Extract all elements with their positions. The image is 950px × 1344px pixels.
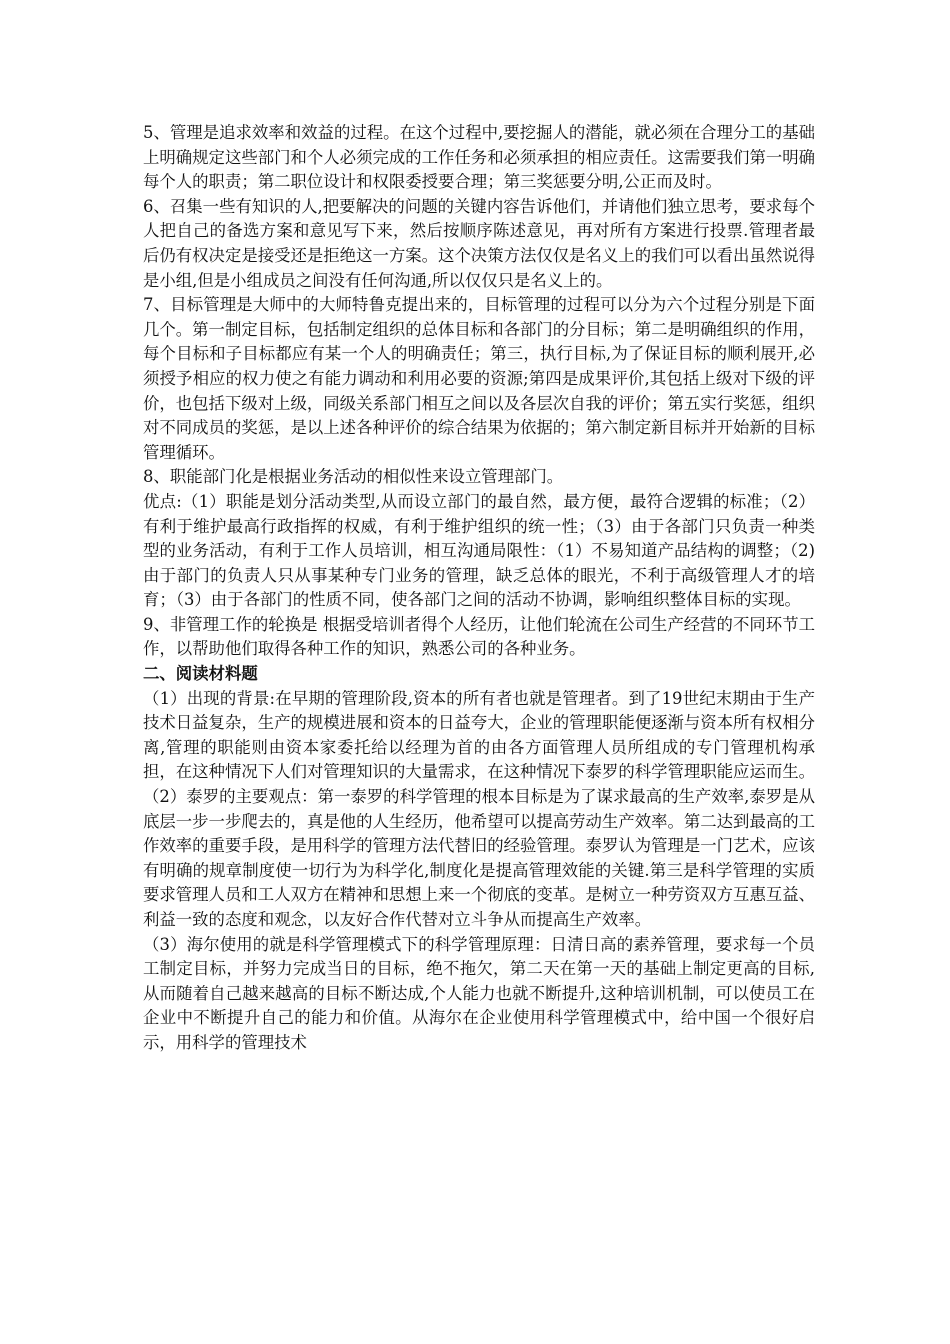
reading-paragraph-2: （2）泰罗的主要观点：第一泰罗的科学管理的根本目标是为了谋求最高的生产效率,泰罗是从底层一步一步爬去的，真是他的人生经历，他希望可以提高劳动生产效率。第二达到最高的工作效率的重要手段，是用科学的管理方法代替旧的经验管理。泰罗认为管理是一门艺术，应该有明确的规章制度使一切行为为科学化,制度化是提高管理效能的关键.第三是科学管理的实质要求管理人员和工人双方在精神和思想上来一个彻底的变革。是树立一种劳资双方互惠互益、利益一致的态度和观念，以友好合作代替对立斗争从而提高生产效率。 [143, 787, 816, 929]
section-heading: 二、阅读材料题 [143, 664, 258, 684]
paragraph-item-5: 5、管理是追求效率和效益的过程。在这个过程中,要挖掘人的潜能，就必须在合理分工的基础上明确规定这些部门和个人必须完成的工作任务和必须承担的相应责任。这需要我们第一明确每个人的职责；第二职位设计和权限委授要合理；第三奖惩要分明,公正而及时。 [143, 123, 816, 192]
paragraph-item-6: 6、召集一些有知识的人,把要解决的问题的关键内容告诉他们，并请他们独立思考，要求每个人把自己的备选方案和意见写下来，然后按顺序陈述意见，再对所有方案进行投票.管理者最后仍有权决定是接受还是拒绝这一方案。这个决策方法仅仅是名义上的我们可以看出虽然说得是小组,但是小组成员之间没有任何沟通,所以仅仅只是名义上的。 [143, 196, 816, 290]
reading-paragraph-1: （1）出现的背景:在早期的管理阶段,资本的所有者也就是管理者。到了19世纪末期由于生产技术日益复杂，生产的规模进展和资本的日益夸大，企业的管理职能便逐渐与资本所有权相分离,管理的职能则由资本家委托给以经理为首的由各方面管理人员所组成的专门管理机构承担，在这种情况下人们对管理知识的大量需求，在这种情况下泰罗的科学管理职能应运而生。 [143, 688, 816, 782]
document-body [143, 121, 815, 1056]
paragraph-item-8: 8、职能部门化是根据业务活动的相似性来设立管理部门。 [143, 467, 564, 487]
paragraph-advantages-limitations: 优点:（1）职能是划分活动类型,从而设立部门的最自然，最方便，最符合逻辑的标准；（2）有利于维护最高行政指挥的权威，有利于维护组织的统一性；（3）由于各部门只负责一种类型的业务活动，有利于工作人员培训，相互沟通局限性：（1）不易知道产品结构的调整；（2)由于部门的负责人只从事某种专门业务的管理，缺乏总体的眼光，不利于高级管理人才的培育；（3）由于各部门的性质不同，使各部门之间的活动不协调，影响组织整体目标的实现。 [143, 491, 815, 610]
reading-paragraph-3: （3）海尔使用的就是科学管理模式下的科学管理原理：日清日高的素养管理，要求每一个员工制定目标，并努力完成当日的目标，绝不拖欠，第二天在第一天的基础上制定更高的目标,从而随着自己越来越高的目标不断达成,个人能力也就不断提升,这种培训机制，可以使员工在企业中不断提升自己的能力和价值。从海尔在企业使用科学管理模式中，给中国一个很好启示，用科学的管理技术 [143, 934, 815, 1052]
paragraph-item-7: 7、目标管理是大师中的大师特鲁克提出来的，目标管理的过程可以分为六个过程分别是下面几个。第一制定目标，包括制定组织的总体目标和各部门的分目标；第二是明确组织的作用，每个目标和子目标都应有某一个人的明确责任；第三，执行目标,为了保证目标的顺利展开,必须授予相应的权力使之有能力调动和利用必要的资源;第四是成果评价,其包括上级对下级的评价，也包括下级对上级，同级关系部门相互之间以及各层次自我的评价；第五实行奖惩，组织对不同成员的奖惩，是以上述各种评价的综合结果为依据的；第六制定新目标并开始新的目标管理循环。 [143, 295, 816, 462]
paragraph-item-9: 9、非管理工作的轮换是 根据受培训者得个人经历，让他们轮流在公司生产经营的不同环节工作，以帮助他们取得各种工作的知识，熟悉公司的各种业务。 [143, 614, 815, 659]
